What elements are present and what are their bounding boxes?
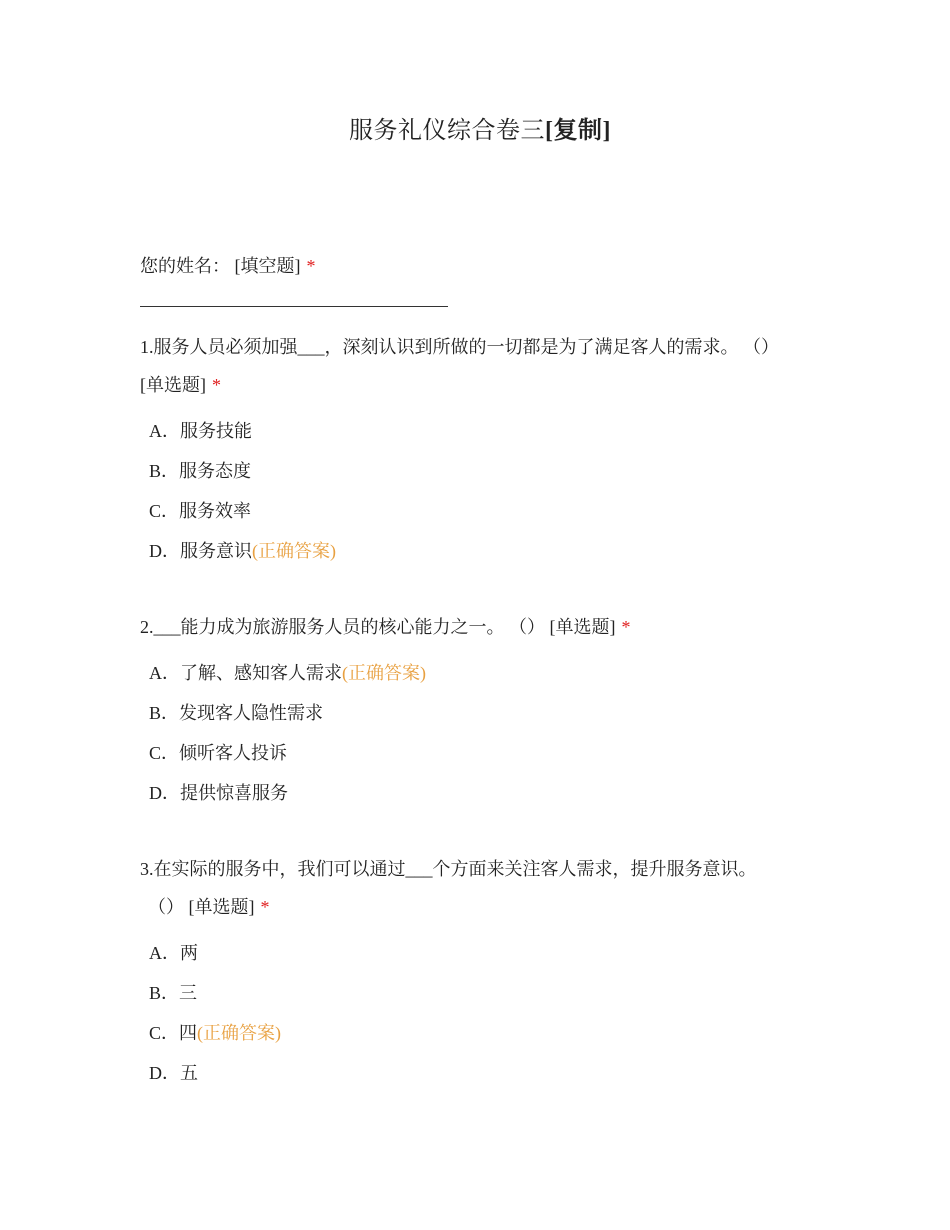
option-letter: C． (149, 501, 180, 521)
option-text: 五 (180, 1063, 198, 1083)
option-text: 服务效率 (179, 501, 252, 521)
option-letter: C． (149, 1023, 180, 1043)
q1-option-c[interactable] (149, 497, 251, 523)
page-title (0, 110, 950, 145)
option-letter: A． (149, 943, 180, 963)
name-input-line[interactable] (140, 306, 448, 307)
q1-option-d[interactable] (149, 537, 336, 563)
option-text: 两 (180, 943, 198, 963)
option-text: 了解、感知客人需求 (180, 663, 342, 683)
option-text: 四 (179, 1023, 198, 1043)
name-type: [填空题] (234, 256, 301, 276)
correct-tag: (正确答案) (197, 1023, 282, 1043)
question-2-text (140, 613, 631, 639)
q2-option-a[interactable] (149, 659, 426, 685)
required-mark: * (212, 375, 221, 395)
option-text: 提供惊喜服务 (180, 783, 288, 803)
q3-option-d[interactable] (149, 1059, 198, 1085)
q2-option-b[interactable] (149, 699, 323, 725)
option-text: 服务技能 (180, 421, 252, 441)
option-letter: A． (149, 663, 180, 683)
question-1-text: 1.服务人员必须加强___，深刻认识到所做的一切都是为了满足客人的需求。 （） (140, 337, 779, 357)
q3-option-a[interactable] (149, 939, 198, 965)
option-letter: D． (149, 1063, 180, 1083)
option-letter: D． (149, 783, 180, 803)
question-3-type (148, 893, 270, 919)
q3-option-b[interactable] (149, 979, 197, 1005)
title-main: 服务礼仪综合卷三 (349, 118, 545, 144)
option-text: 服务态度 (179, 461, 252, 481)
q3-option-c[interactable] (149, 1019, 281, 1045)
q1-option-a[interactable] (149, 417, 252, 443)
question-type: （） [单选题] (148, 897, 255, 917)
option-letter: B． (149, 461, 180, 481)
option-letter: D． (149, 541, 180, 561)
option-text: 三 (179, 983, 198, 1003)
correct-tag: (正确答案) (252, 541, 336, 561)
required-mark: * (621, 617, 631, 637)
q2-option-c[interactable] (149, 739, 287, 765)
option-letter: C． (149, 743, 180, 763)
option-letter: A． (149, 421, 180, 441)
question-type: [单选题] (140, 375, 206, 395)
q2-option-d[interactable] (149, 779, 288, 805)
name-label: 您的姓名： (140, 256, 230, 276)
question-1-type (140, 371, 221, 397)
question-3-text: 3.在实际的服务中，我们可以通过___个方面来关注客人需求，提升服务意识。 (140, 859, 757, 879)
option-text: 倾听客人投诉 (179, 743, 288, 763)
required-mark: * (306, 256, 316, 276)
option-text: 发现客人隐性需求 (179, 703, 324, 723)
q1-option-b[interactable] (149, 457, 251, 483)
option-letter: B． (149, 983, 180, 1003)
correct-tag: (正确答案) (342, 663, 426, 683)
option-text: 服务意识 (180, 541, 252, 561)
option-letter: B． (149, 703, 180, 723)
required-mark: * (260, 897, 270, 917)
name-question (140, 252, 316, 278)
question-text: 2.___能力成为旅游服务人员的核心能力之一。 （） [单选题] (140, 617, 616, 637)
title-suffix: [复制] (545, 118, 611, 144)
